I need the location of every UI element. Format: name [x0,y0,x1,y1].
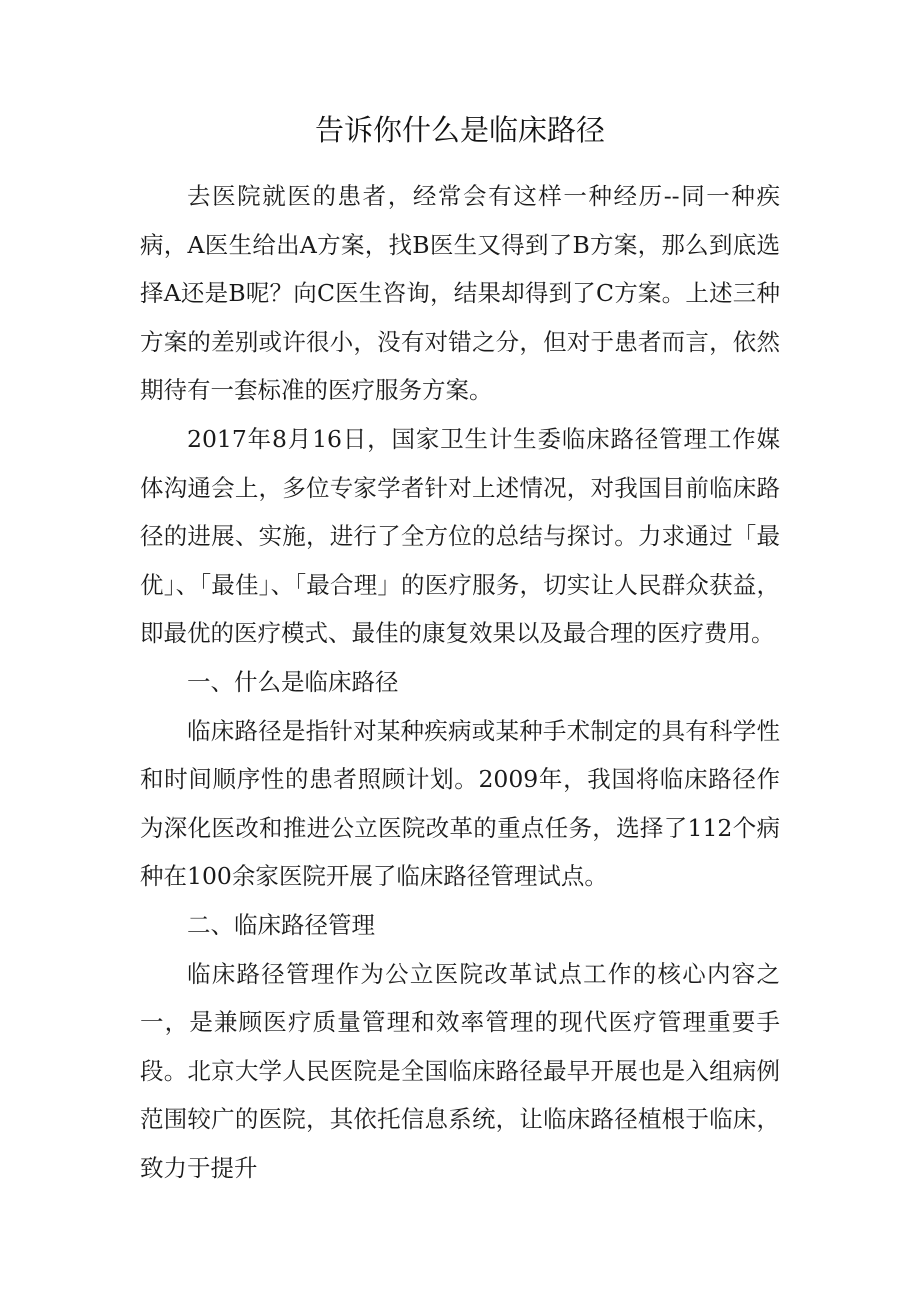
paragraph-definition: 临床路径是指针对某种疾病或某种手术制定的具有科学性和时间顺序性的患者照顾计划。2009年，我国将临床路径作为深化医改和推进公立医院改革的重点任务，选择了112个病种在100余家医院开展了临床路径管理试点。 [140,716,780,891]
paragraph-meeting: 2017年8月16日，国家卫生计生委临床路径管理工作媒体沟通会上，多位专家学者针对上述情况，对我国目前临床路径的进展、实施，进行了全方位的总结与探讨。力求通过「最优」、「最佳」、「最合理」的医疗服务，切实让人民群众获益，即最优的医疗模式、最佳的康复效果以及最合理的医疗费用。 [140,424,780,648]
section-heading-what-is: 一、什么是临床路径 [187,667,399,696]
document-body [140,172,780,1192]
section-heading-management: 二、临床路径管理 [187,910,375,939]
paragraph-management: 临床路径管理作为公立医院改革试点工作的核心内容之一，是兼顾医疗质量管理和效率管理的现代医疗管理重要手段。北京大学人民医院是全国临床路径最早开展也是入组病例范围较广的医院，其依托信息系统，让临床路径植根于临床，致力于提升 [140,959,780,1182]
paragraph-intro: 去医院就医的患者，经常会有这样一种经历--同一种疾病，A医生给出A方案，找B医生又得到了B方案，那么到底选择A还是B呢？向C医生咨询，结果却得到了C方案。上述三种方案的差别或许很小，没有对错之分，但对于患者而言，依然期待有一套标准的医疗服务方案。 [140,182,780,405]
page-title: 告诉你什么是临床路径 [314,113,605,147]
